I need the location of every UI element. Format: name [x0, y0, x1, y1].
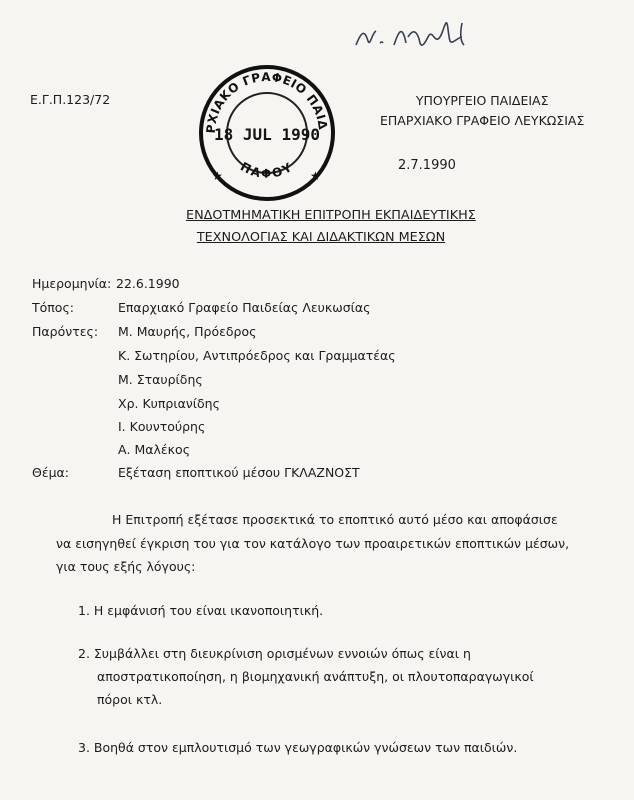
place-value: Επαρχιακό Γραφείο Παιδείας Λευκωσίας [118, 300, 371, 315]
reference-number: Ε.Γ.Π.123/72 [30, 92, 111, 107]
ministry-line: ΥΠΟΥΡΓΕΙΟ ΠΑΙΔΕΙΑΣ [415, 93, 549, 108]
body-line: για τους εξής λόγους: [56, 559, 196, 574]
svg-text:ΠΑΦΟΥ [238, 159, 296, 180]
handwritten-signature [350, 15, 500, 57]
stamp-bottom-text: ΠΑΦΟΥ [238, 159, 296, 181]
reason-item-1: 1. Η εμφάνισή του είναι ικανοποιητική. [78, 603, 324, 618]
stamp-ring-text: ΡΧΙΑΚΟ ΓΡΑΦΕΙΟ ΠΑΙΔ [203, 69, 331, 134]
present-member: Κ. Σωτηρίου, Αντιπρόεδρος και Γραμματέας [118, 348, 396, 363]
present-member: Χρ. Κυπριανίδης [118, 396, 220, 411]
document-date: 2.7.1990 [398, 158, 456, 173]
present-member: Ι. Κουντούρης [118, 419, 206, 434]
present-label: Παρόντες: [32, 324, 99, 339]
svg-text:ΕΠΑΡΧΙΑΚΟ ΓΡΑΦΕΙΟ ΠΑΙΔΕΙΑΣ [196, 62, 330, 134]
office-stamp [196, 62, 338, 204]
subject-value: Εξέταση εποπτικού μέσου ΓΚΛΑΖΝΟΣΤ [118, 465, 360, 480]
present-member: Μ. Μαυρής, Πρόεδρος [118, 324, 257, 339]
ministry-header [380, 91, 584, 131]
reason-item-3: 3. Βοηθά στον εμπλουτισμό των γεωγραφικών γνώσεων των παιδιών. [78, 740, 518, 755]
reason-item-2-cont: αποστρατικοποίηση, η βιομηχανική ανάπτυξη, οι πλουτοπαραγωγικοί [97, 669, 534, 684]
place-label: Τόπος: [32, 300, 75, 315]
date-label: Ημερομηνία: [32, 276, 112, 291]
reason-item-2: 2. Συμβάλλει στη διευκρίνιση ορισμένων εννοιών όπως είναι η [78, 646, 471, 661]
body-line: να εισηγηθεί έγκριση του για τον κατάλογο των προαιρετικών εποπτικών μέσων, [56, 536, 570, 551]
stamp-date: 18 JUL 1990 [214, 125, 320, 144]
body-line: Η Επιτροπή εξέτασε προσεκτικά το εποπτικό αυτό μέσο και αποφάσισε [112, 512, 558, 527]
present-member: Μ. Σταυρίδης [118, 372, 203, 387]
heading-line-1: ΕΝΔΟΤΜΗΜΑΤΙΚΗ ΕΠΙΤΡΟΠΗ ΕΚΠΑΙΔΕΥΤΙΚΗΣ [186, 208, 476, 223]
svg-text:★: ★ [310, 169, 321, 183]
reason-item-2-cont: πόροι κτλ. [97, 692, 163, 707]
date-value: 22.6.1990 [116, 276, 180, 291]
office-line: ΕΠΑΡΧΙΑΚΟ ΓΡΑΦΕΙΟ ΛΕΥΚΩΣΙΑΣ [380, 113, 585, 128]
svg-text:★: ★ [212, 169, 223, 183]
heading-line-2: ΤΕΧΝΟΛΟΓΙΑΣ ΚΑΙ ΔΙΔΑΚΤΙΚΩΝ ΜΕΣΩΝ [196, 230, 446, 245]
present-member: Α. Μαλέκος [118, 442, 191, 457]
subject-label: Θέμα: [32, 465, 69, 480]
